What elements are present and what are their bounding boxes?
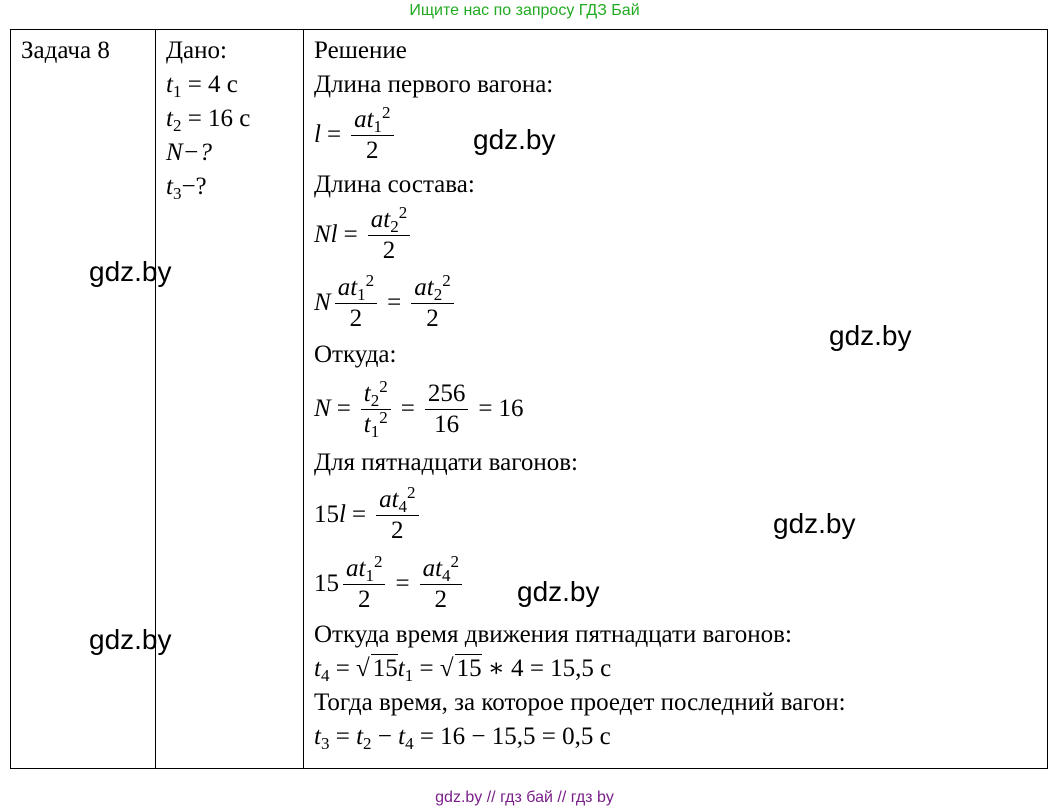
formula-t3: $t_3 = t_2 - t_4 = 16 - 15,5 = 0,5$ с — [314, 723, 611, 753]
formula-15-ratio: 15 $\frac{at_1^2}{2}$ = $\frac{at_4^2}{2}$ — [314, 550, 1037, 618]
given-n: N−? — [166, 139, 213, 166]
step-fifteen-cars: Для пятнадцати вагонов: — [314, 449, 578, 476]
top-banner[interactable] — [0, 0, 1049, 22]
step-first-car-length: Длина первого вагона: — [314, 71, 554, 98]
given-t3: $t_3-$? — [166, 173, 207, 203]
task-label-cell — [11, 30, 156, 769]
watermark: gdz.by — [473, 124, 556, 155]
formula-l: l = $\frac{at_1^2}{2}$ — [314, 102, 1037, 168]
watermark: gdz.by — [89, 256, 172, 287]
footer-links[interactable]: gdz.by // гдз бай // гдз by — [435, 789, 614, 806]
given-cell — [156, 30, 304, 769]
step-last-car: Тогда время, за которое проедет последний вагон: — [314, 689, 846, 716]
formula-nl: Nl = $\frac{at_2^2}{2}$ — [314, 202, 1037, 268]
given-t2: $t_2 = 16$ с — [166, 105, 251, 135]
watermark: gdz.by — [517, 576, 600, 607]
step-hence: Откуда: — [314, 341, 397, 368]
solution-cell — [304, 30, 1048, 769]
step-time-fifteen: Откуда время движения пятнадцати вагонов: — [314, 621, 792, 648]
solution-title: Решение — [314, 37, 407, 64]
banner-text[interactable]: Ищите нас по запросу ГДЗ Бай — [409, 2, 640, 19]
watermark: gdz.by — [773, 508, 856, 539]
watermark: gdz.by — [89, 624, 172, 655]
given-t1: $t_1 = 4$ с — [166, 71, 238, 101]
formula-n-value: N = $\frac{t_2^2}{t_1^2}$ = $\frac{256}{16}$ = 16 — [314, 376, 524, 441]
formula-n-ratio: N $\frac{at_1^2}{2}$ = $\frac{at_2^2}{2}$ — [314, 268, 1037, 338]
watermark: gdz.by — [829, 320, 912, 351]
task-label: Задача 8 — [21, 37, 110, 64]
step-train-length: Длина состава: — [314, 171, 475, 198]
footer[interactable] — [0, 787, 1049, 809]
given-title: Дано: — [166, 37, 227, 64]
formula-15l: 15 l = $\frac{at_4^2}{2}$ — [314, 480, 1037, 550]
formula-t4: $t_4$ = √ $15t_1$ = √ 15 ∗ 4 = 15,5 с — [314, 655, 612, 685]
